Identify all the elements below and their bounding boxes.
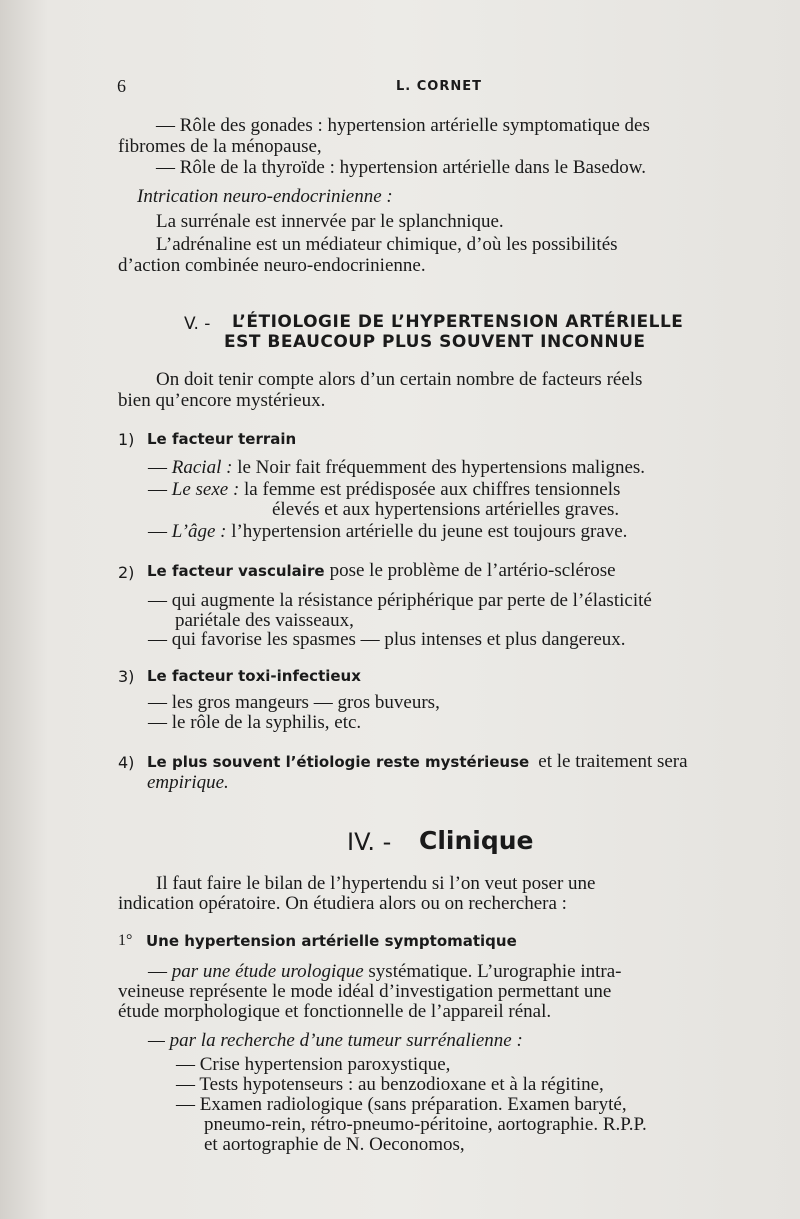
list-item: — Tests hypotenseurs : au benzodioxane et à la régitine, <box>176 1074 604 1095</box>
factor-title: Le plus souvent l’étiologie reste mystérieuse <box>147 753 530 771</box>
list-item: — Crise hypertension paroxystique, <box>176 1054 451 1075</box>
factor-title: Le facteur terrain <box>147 430 297 448</box>
text-line: pariétale des vaisseaux, <box>175 610 354 631</box>
text-line: et aortographie de N. Oeconomos, <box>204 1134 465 1155</box>
factor-text: et le traitement sera <box>538 751 688 772</box>
text-line: La surrénale est innervée par le splanchnique. <box>156 211 504 232</box>
subheading: Intrication neuro-endocrinienne : <box>137 186 393 207</box>
text-line: Il faut faire le bilan de l’hypertendu si l’on veut poser une <box>156 873 596 894</box>
section-title: L’ÉTIOLOGIE DE L’HYPERTENSION ARTÉRIELLE <box>232 312 684 332</box>
text-line: On doit tenir compte alors d’un certain nombre de facteurs réels <box>156 369 643 390</box>
section-numeral: V. - <box>184 314 211 334</box>
list-number: 2) <box>118 563 135 582</box>
text-line: veineuse représente le mode idéal d’investigation permettant une <box>118 981 612 1002</box>
text-line: étude morphologique et fonctionnelle de l’appareil rénal. <box>118 1001 552 1022</box>
dash: — <box>148 457 167 478</box>
list-number: 3) <box>118 667 135 686</box>
list-item <box>148 457 645 478</box>
text-line: empirique. <box>147 772 229 793</box>
list-item: — qui favorise les spasmes — plus intenses et plus dangereux. <box>148 629 626 650</box>
list-item: — le rôle de la syphilis, etc. <box>148 712 362 733</box>
section-numeral: IV. - <box>347 828 392 856</box>
text-line: — Rôle de la thyroïde : hypertension artérielle dans le Basedow. <box>156 157 646 178</box>
item-text: le Noir fait fréquemment des hypertensions malignes. <box>237 457 646 478</box>
list-number: 1° <box>118 932 133 949</box>
text-line: élevés et aux hypertensions artérielles graves. <box>272 499 620 520</box>
text-line: indication opératoire. On étudiera alors ou on recherchera : <box>118 893 567 914</box>
dash: — <box>148 479 167 500</box>
dash: — <box>148 961 167 982</box>
section-title: Clinique <box>419 826 534 855</box>
dash: — <box>148 521 167 542</box>
running-title: L. CORNET <box>396 79 482 94</box>
text-line: — Rôle des gonades : hypertension artérielle symptomatique des <box>156 115 650 136</box>
list-number: 1) <box>118 430 135 449</box>
item-title: Une hypertension artérielle symptomatique <box>146 932 517 950</box>
text-line: L’adrénaline est un médiateur chimique, d’où les possibilités <box>156 234 618 255</box>
list-item <box>148 521 627 542</box>
item-text: la femme est prédisposée aux chiffres tensionnels <box>244 479 621 500</box>
item-text: systématique. L’urographie intra- <box>368 961 622 982</box>
factor-heading <box>147 751 741 772</box>
list-item: — qui augmente la résistance périphérique par perte de l’élasticité <box>148 590 652 611</box>
factor-text: pose le problème de l’artério-sclérose <box>329 560 616 581</box>
item-label: par une étude urologique <box>171 961 364 982</box>
list-item <box>148 479 620 500</box>
list-number: 4) <box>118 753 135 772</box>
text-line: bien qu’encore mystérieux. <box>118 390 326 411</box>
text-line: d’action combinée neuro-endocrinienne. <box>118 255 426 276</box>
factor-title: Le facteur vasculaire <box>147 562 325 580</box>
section-title: EST BEAUCOUP PLUS SOUVENT INCONNUE <box>224 332 646 352</box>
text-line: fibromes de la ménopause, <box>118 136 322 157</box>
item-text: l’hypertension artérielle du jeune est toujours grave. <box>231 521 628 542</box>
list-item: — par la recherche d’une tumeur surrénalienne : <box>148 1030 523 1051</box>
list-item: — les gros mangeurs — gros buveurs, <box>148 692 440 713</box>
list-item <box>148 961 622 982</box>
item-label: Le sexe : <box>171 479 240 500</box>
text-line: pneumo-rein, rétro-pneumo-péritoine, aortographie. R.P.P. <box>204 1114 647 1135</box>
list-item: — Examen radiologique (sans préparation. Examen baryté, <box>176 1094 627 1115</box>
page-number: 6 <box>117 76 126 96</box>
item-label: Racial : <box>171 457 233 478</box>
factor-heading <box>147 560 616 581</box>
item-label: L’âge : <box>171 521 227 542</box>
factor-title: Le facteur toxi-infectieux <box>147 667 361 685</box>
